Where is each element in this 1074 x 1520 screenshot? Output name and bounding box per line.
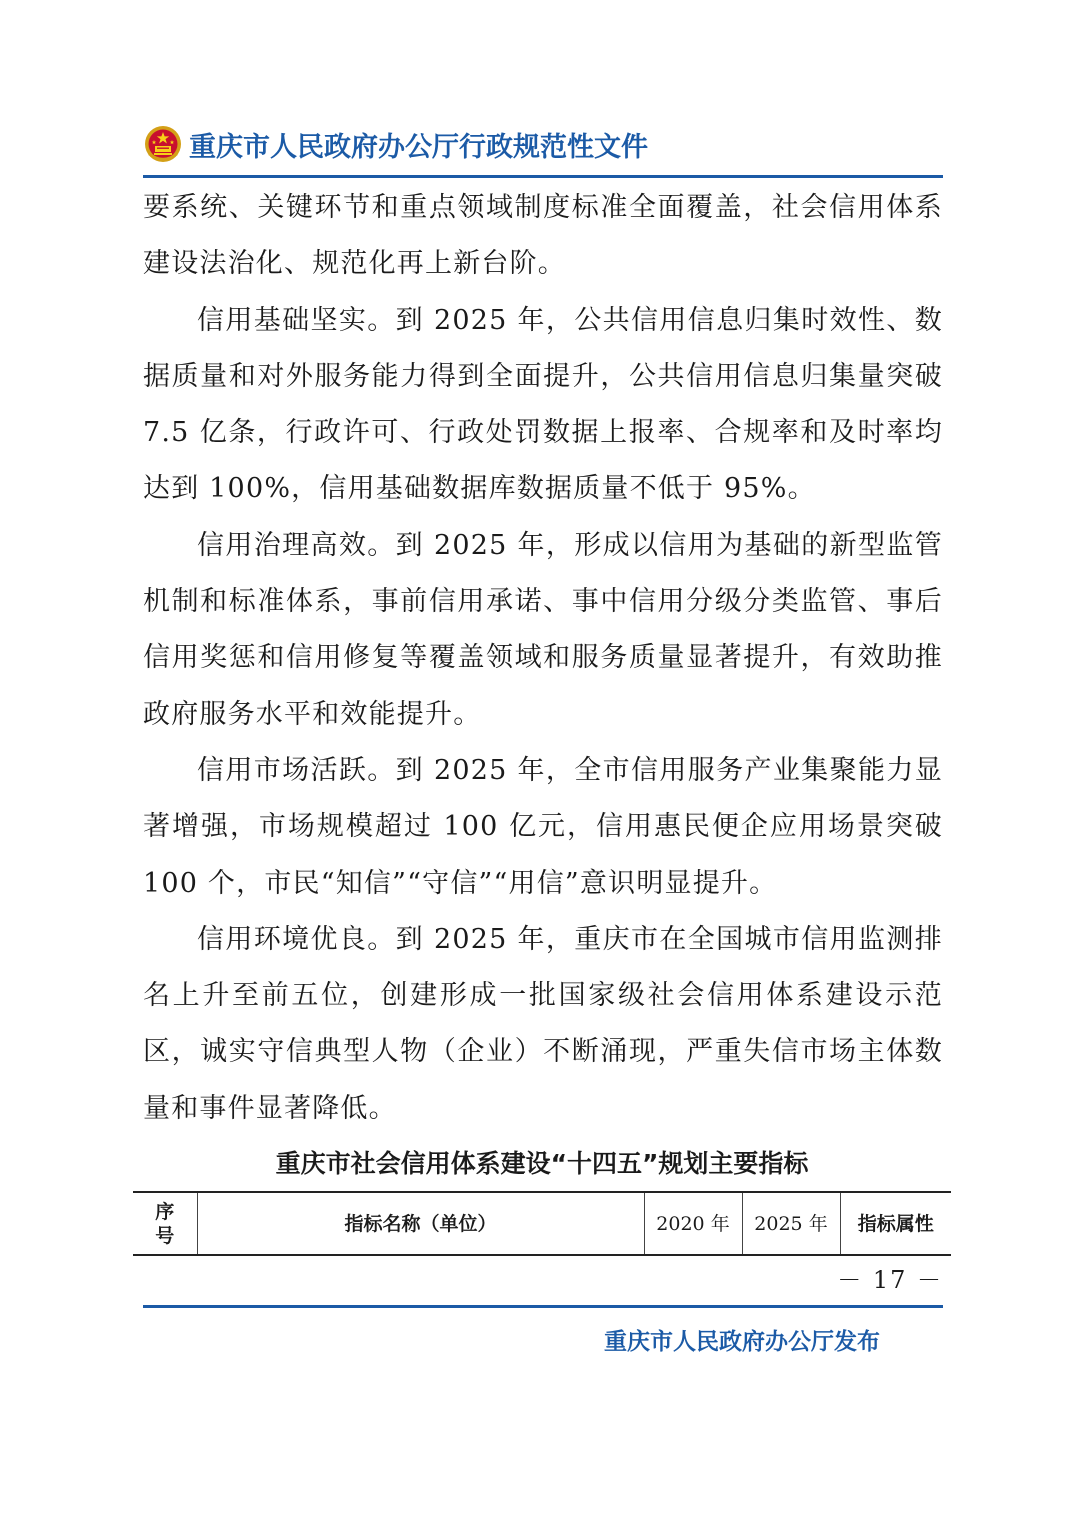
document-header [143,120,943,168]
header-indicator-name: 指标名称（单位） [197,1192,644,1255]
header-attribute: 指标属性 [840,1192,951,1255]
national-emblem-icon [143,124,183,164]
paragraph-credit-governance: 信用治理高效。到 2025 年，形成以信用为基础的新型监管机制和标准体系，事前信用承诺、事中信用分级分类监管、事后信用奖惩和信用修复等覆盖领域和服务质量显著提升，有效助推政府服务水平和效能提升。 [143,529,943,730]
header-title: 重庆市人民政府办公厅行政规范性文件 [189,131,648,163]
header-2025: 2025 年 [742,1192,840,1255]
page-number: － 17 － [837,1266,943,1294]
header-divider [143,175,943,178]
body-text [143,180,943,1137]
paragraph-credit-market: 信用市场活跃。到 2025 年，全市信用服务产业集聚能力显著增强，市场规模超过 100 亿元，信用惠民便企应用场景突破 100 个，市民“知信”“守信”“用信”意识明显提升。 [143,754,943,899]
paragraph-continuation: 要系统、关键环节和重点领域制度标准全面覆盖，社会信用体系建设法治化、规范化再上新台阶。 [143,192,943,280]
header-seq: 序号 [133,1192,197,1255]
header-2020: 2020 年 [644,1192,742,1255]
indicators-table [133,1191,951,1256]
paragraph-credit-foundation: 信用基础坚实。到 2025 年，公共信用信息归集时效性、数据质量和对外服务能力得到全面提升，公共信用信息归集量突破 7.5 亿条，行政许可、行政处罚数据上报率、合规率和及时率均达到 100%，信用基础数据库数据质量不低于 95%。 [143,304,943,505]
footer-divider [143,1305,943,1308]
paragraph-credit-environment: 信用环境优良。到 2025 年，重庆市在全国城市信用监测排名上升至前五位，创建形成一批国家级社会信用体系建设示范区，诚实守信典型人物（企业）不断涌现，严重失信市场主体数量和事件显著降低。 [143,923,943,1124]
footer-publisher: 重庆市人民政府办公厅发布 [604,1329,880,1355]
table-title: 重庆市社会信用体系建设“十四五”规划主要指标 [275,1149,809,1178]
table-header-row [133,1192,951,1255]
